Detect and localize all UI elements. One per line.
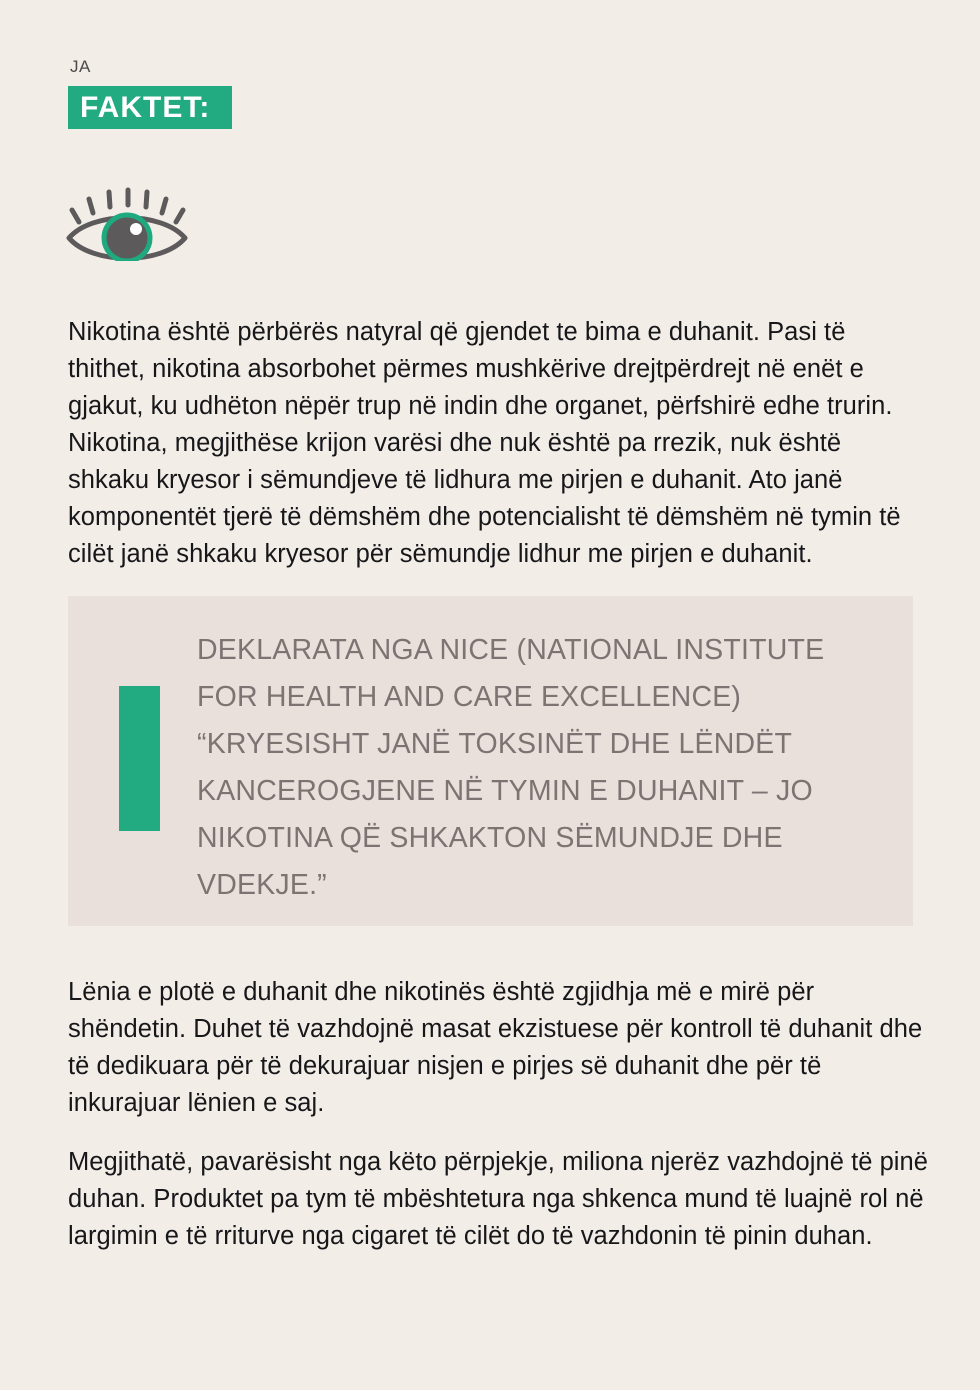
faktet-badge-label: FAKTET: <box>80 90 211 124</box>
quote-block <box>68 596 913 926</box>
body-paragraph-3: Megjithatë, pavarësisht nga këto përpjekje, miliona njerëz vazhdojnë të pinë duhan. Produktet pa tym të mbështetura nga shkenca mund të luajnë rol në largimin e të rriturve nga cigaret të cilët do të vazhdonin të pinin duhan. <box>68 1147 928 1250</box>
faktet-badge <box>68 86 232 129</box>
quote-accent-bar <box>119 686 160 831</box>
body-paragraph-2: Lënia e plotë e duhanit dhe nikotinës është zgjidhja më e mirë për shëndetin. Duhet të vazhdojnë masat ekzistuese për kontroll të duhanit dhe të dedikuara për të dekurajuar nisjen e pirjes së duhanit dhe për të inkurajuar lënien e saj. <box>68 977 923 1117</box>
body-paragraph-1: Nikotina është përbërës natyral që gjendet te bima e duhanit. Pasi të thithet, nikotina absorbohet përmes mushkërive drejtpërdrejt në enët e gjakut, ku udhëton nëpër trup në indin dhe organet, përfshirë edhe trurin. Nikotina, megjithëse krijon varësi dhe nuk është pa rrezik, nuk është shkaku kryesor i sëmundjeve të lidhura me pirjen e duhanit. Ato janë komponentët tjerë të dëmshëm dhe potencialisht të dëmshëm në tymin të cilët janë shkaku kryesor për sëmundje lidhur me pirjen e duhanit. <box>68 317 901 568</box>
eye-icon <box>62 183 192 261</box>
kicker-label: JA <box>70 57 91 76</box>
quote-text: DEKLARATA NGA NICE (NATIONAL INSTITUTE FOR HEALTH AND CARE EXCELLENCE) “KRYESISHT JANË TOKSINËT DHE LËNDËT KANCEROGJENE NË TYMIN E DUHANIT – JO NIKOTINA QË SHKAKTON SËMUNDJE DHE VDEKJE.” <box>197 634 825 901</box>
